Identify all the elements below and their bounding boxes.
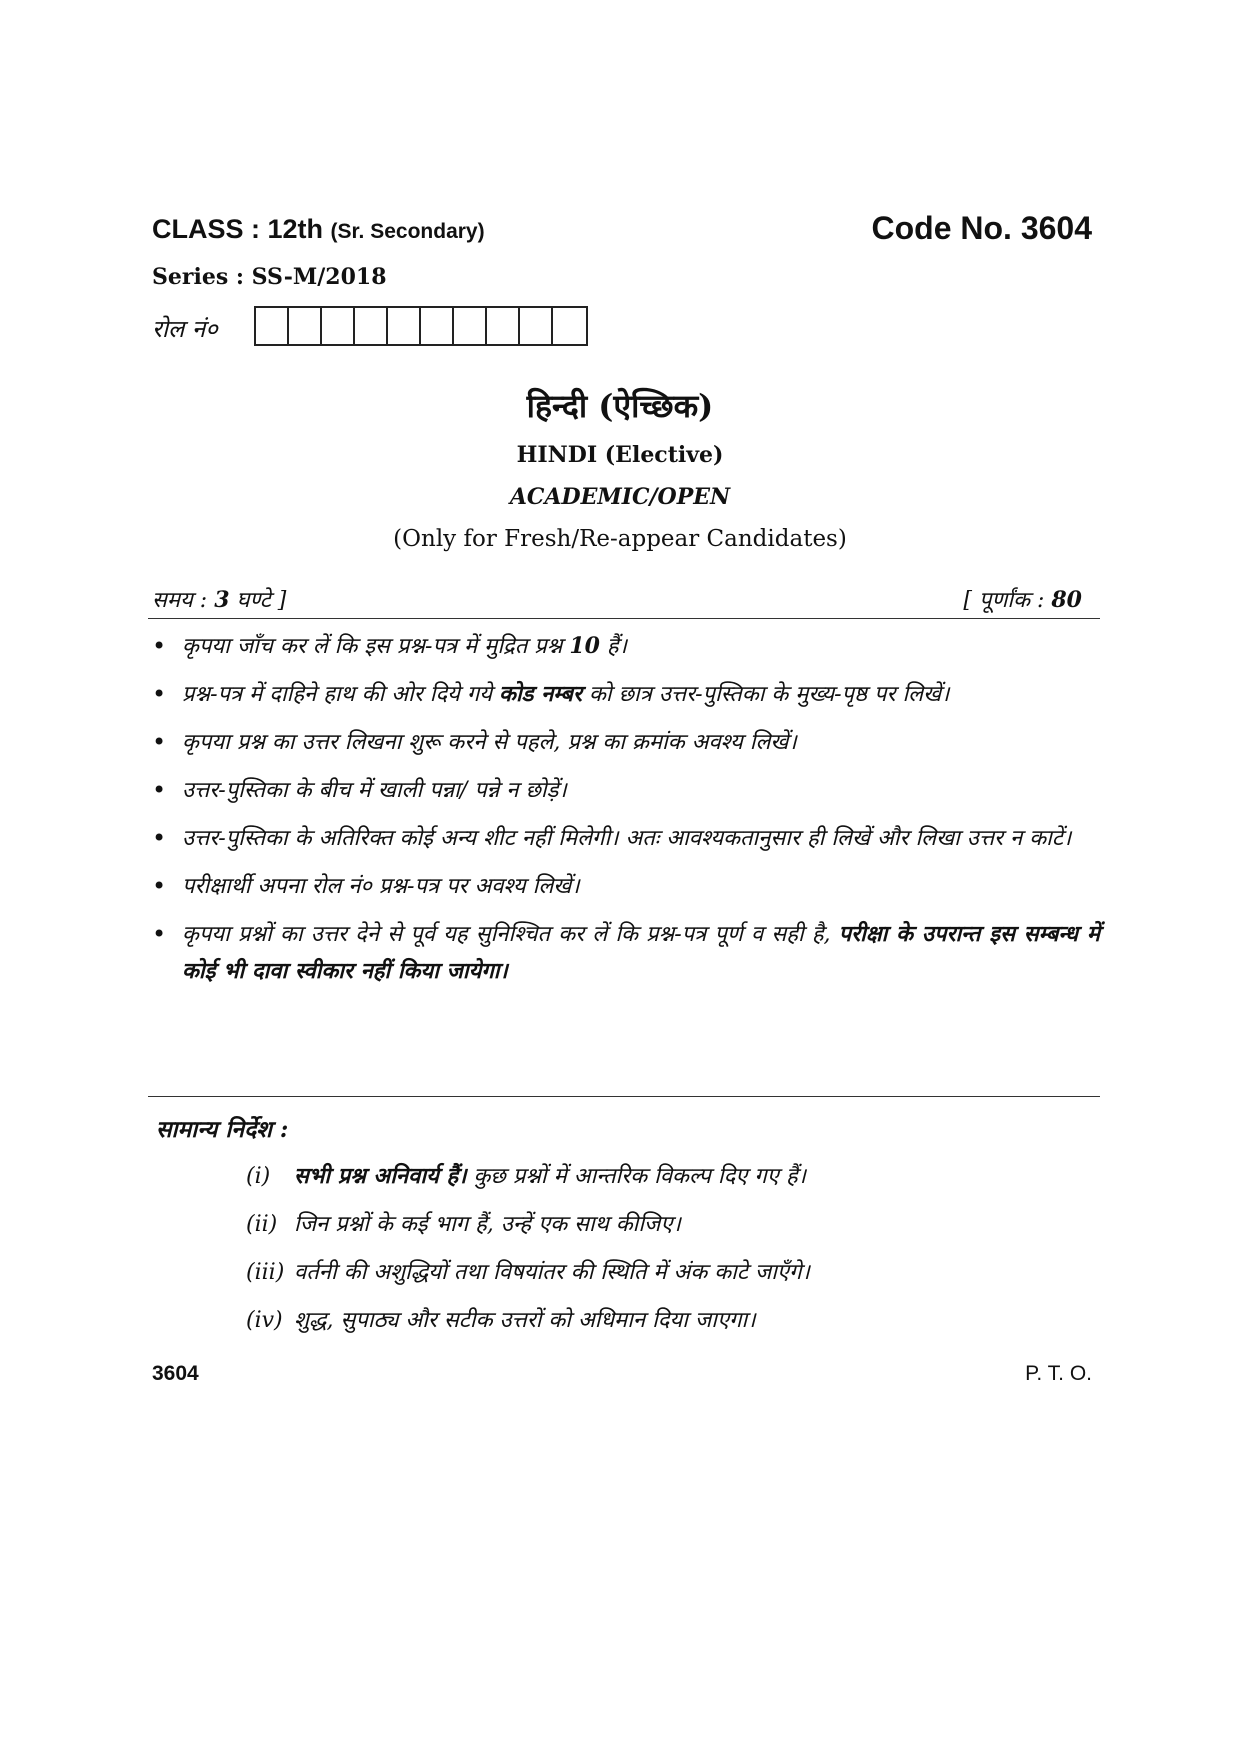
instruction-item <box>148 724 1100 761</box>
general-item-bold: सभी प्रश्न अनिवार्य हैं। <box>294 1163 467 1189</box>
instruction-text: हैं। <box>599 634 627 659</box>
general-item <box>246 1303 1106 1339</box>
general-item-number: (i) <box>246 1164 271 1189</box>
marks-value: 80 <box>1051 587 1082 613</box>
general-item-text: कुछ प्रश्नों में आन्तरिक विकल्प दिए गए हैं। <box>466 1164 806 1189</box>
instruction-text: कृपया जाँच कर लें कि इस प्रश्न-पत्र में मुद्रित प्रश्न <box>182 634 570 659</box>
instructions-list <box>148 628 1100 1001</box>
academic-open-label: ACADEMIC/OPEN <box>509 484 731 510</box>
instruction-text: कृपया प्रश्न का उत्तर लिखना शुरू करने से पहले, प्रश्न का क्रमांक अवश्य लिखें। <box>182 730 797 755</box>
instruction-text: को छात्र उत्तर-पुस्तिका के मुख्य-पृष्ठ पर लिखें। <box>582 682 950 707</box>
time-allowed <box>152 584 286 614</box>
divider-top <box>148 618 1100 619</box>
instruction-bold: कोड नम्बर <box>499 681 582 707</box>
marks-prefix: [ पूर्णांक : <box>963 588 1052 613</box>
instruction-text: प्रश्न-पत्र में दाहिने हाथ की ओर दिये गये <box>182 682 500 707</box>
general-directions-heading: सामान्य निर्देश : <box>156 1116 289 1143</box>
roll-number-box[interactable] <box>520 308 553 344</box>
instruction-item <box>148 772 1100 809</box>
roll-number-box[interactable] <box>388 308 421 344</box>
roll-number-box[interactable] <box>322 308 355 344</box>
general-item-number: (iv) <box>246 1308 283 1333</box>
divider-bottom <box>148 1096 1100 1097</box>
general-directions-list <box>246 1158 1106 1351</box>
roll-number-box[interactable] <box>289 308 322 344</box>
general-item-number: (ii) <box>246 1212 278 1237</box>
instruction-item <box>148 676 1100 713</box>
roll-number-box[interactable] <box>454 308 487 344</box>
roll-number-boxes[interactable] <box>254 306 588 346</box>
general-item-number: (iii) <box>246 1260 285 1285</box>
instruction-bold: परीक्षा के उपरान्त इस सम्बन्ध में कोई भी दावा स्वीकार नहीं किया जायेगा। <box>182 921 1100 984</box>
class-main: CLASS : 12th <box>152 214 324 244</box>
roll-number-label: रोल नं० <box>152 315 218 343</box>
subject-title-hindi: हिन्दी (ऐच्छिक) <box>526 387 714 425</box>
instruction-text: उत्तर-पुस्तिका के बीच में खाली पन्ना/ पन्ने न छोड़ें। <box>182 778 567 803</box>
please-turn-over: P. T. O. <box>1025 1362 1092 1385</box>
code-number: Code No. 3604 <box>871 210 1092 246</box>
roll-number-box[interactable] <box>355 308 388 344</box>
time-suffix: घण्टे ] <box>229 588 287 613</box>
class-sub: (Sr. Secondary) <box>330 220 485 243</box>
maximum-marks <box>963 584 1082 614</box>
roll-number-box[interactable] <box>256 308 289 344</box>
subject-title-english: HINDI (Elective) <box>516 442 724 468</box>
footer-code: 3604 <box>152 1362 199 1385</box>
instruction-item <box>148 820 1100 857</box>
instruction-item <box>148 628 1100 665</box>
time-value: 3 <box>214 587 230 613</box>
roll-number-box[interactable] <box>421 308 454 344</box>
general-item <box>246 1255 1106 1291</box>
instruction-text: परीक्षार्थी अपना रोल नं० प्रश्न-पत्र पर अवश्य लिखें। <box>182 874 580 899</box>
general-item <box>246 1158 1106 1195</box>
roll-number-box[interactable] <box>487 308 520 344</box>
instruction-text: कृपया प्रश्नों का उत्तर देने से पूर्व यह सुनिश्चित कर लें कि प्रश्न-पत्र पूर्ण व सही है, <box>182 922 839 947</box>
general-item-text: वर्तनी की अशुद्धियों तथा विषयांतर की स्थिति में अंक काटे जाएँगे। <box>294 1260 810 1285</box>
candidates-note: (Only for Fresh/Re-appear Candidates) <box>393 526 847 552</box>
instruction-item <box>148 916 1100 990</box>
time-prefix: समय : <box>152 588 215 613</box>
instruction-text: उत्तर-पुस्तिका के अतिरिक्त कोई अन्य शीट नहीं मिलेगी। अतः आवश्यकतानुसार ही लिखें और लिखा उत्तर न काटें। <box>182 826 1072 851</box>
roll-number-box[interactable] <box>553 308 586 344</box>
instruction-bold: 10 <box>569 633 600 659</box>
series-label: Series : SS-M/2018 <box>152 264 387 290</box>
instruction-item <box>148 868 1100 905</box>
general-item-text: जिन प्रश्नों के कई भाग हैं, उन्हें एक साथ कीजिए। <box>294 1212 681 1237</box>
general-item-text: शुद्ध, सुपाठ्य और सटीक उत्तरों को अधिमान दिया जाएगा। <box>294 1308 756 1333</box>
class-label <box>152 214 485 245</box>
general-item <box>246 1207 1106 1243</box>
